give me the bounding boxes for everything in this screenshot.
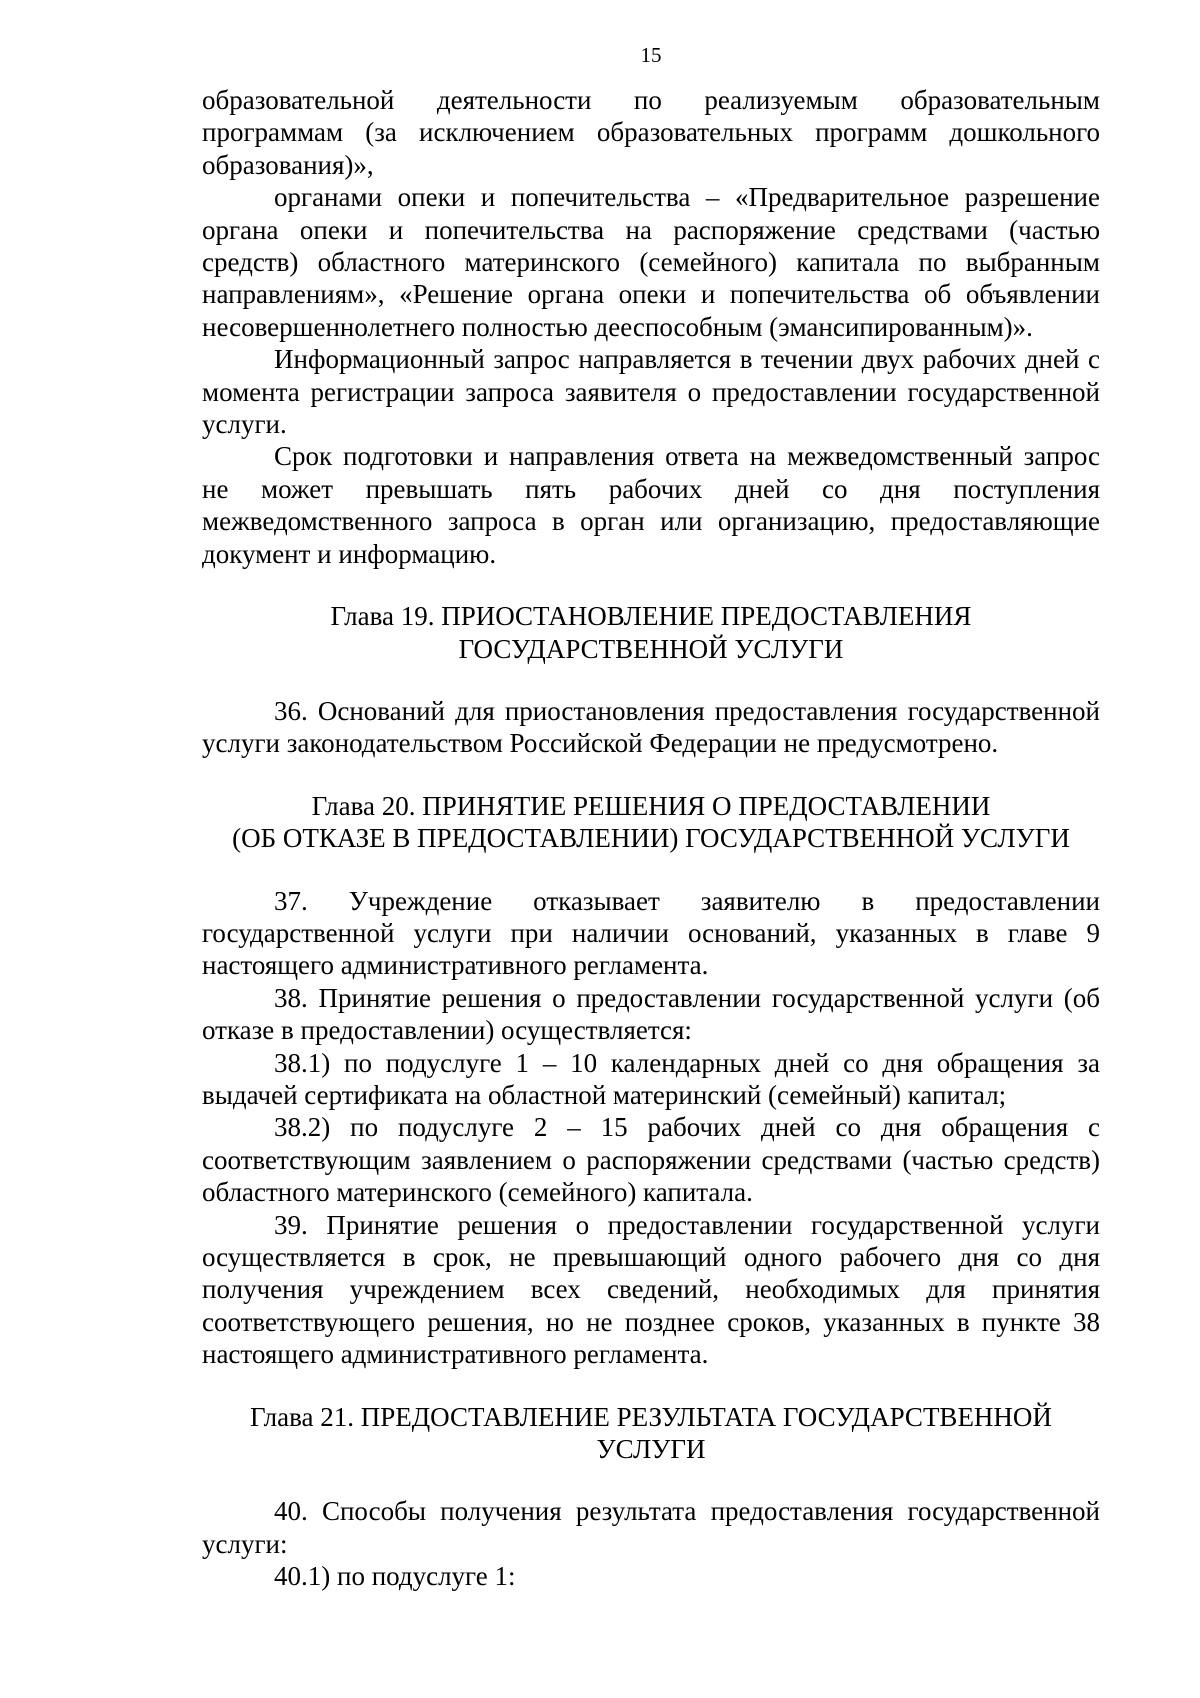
chapter-20-title-line-2: (ОБ ОТКАЗЕ В ПРЕДОСТАВЛЕНИИ) ГОСУДАРСТВЕННОЙ УСЛУГИ bbox=[232, 823, 1070, 854]
chapter-21-title-line-2: УСЛУГИ bbox=[596, 1434, 706, 1465]
spacer bbox=[202, 570, 1100, 600]
chapter-21-heading bbox=[202, 1401, 1100, 1466]
paragraph-40: 40. Способы получения результата предоставления государственной услуги: bbox=[202, 1496, 1100, 1559]
spacer bbox=[202, 665, 1100, 695]
paragraph-37: 37. Учреждение отказывает заявителю в предоставлении государственной услуги при наличии оснований, указанных в главе 9 настоящего административного регламента. bbox=[202, 885, 1100, 981]
chapter-20-heading bbox=[202, 790, 1100, 855]
paragraph-info-request: Информационный запрос направляется в течении двух рабочих дней с момента регистрации запроса заявителя о предоставлении государственной услуги. bbox=[202, 344, 1100, 440]
paragraph-40-1: 40.1) по подуслуге 1: bbox=[274, 1561, 516, 1592]
spacer bbox=[202, 1371, 1100, 1401]
paragraph-response-deadline: Срок подготовки и направления ответа на межведомственный запрос не может превышать пять рабочих дней со дня поступления межведомственного запроса в орган или организацию, предоставляющие документ и информацию. bbox=[202, 441, 1100, 569]
chapter-19-title-line-1: Глава 19. ПРИОСТАНОВЛЕНИЕ ПРЕДОСТАВЛЕНИЯ bbox=[330, 601, 972, 632]
chapter-20-title-line-1: Глава 20. ПРИНЯТИЕ РЕШЕНИЯ О ПРЕДОСТАВЛЕНИИ bbox=[311, 790, 991, 821]
paragraph-38-1: 38.1) по подуслуге 1 – 10 календарных дней со дня обращения за выдачей сертификата на областной материнский (семейный) капитал; bbox=[202, 1047, 1100, 1110]
spacer bbox=[202, 855, 1100, 885]
chapter-21-title-line-1: Глава 21. ПРЕДОСТАВЛЕНИЕ РЕЗУЛЬТАТА ГОСУДАРСТВЕННОЙ bbox=[250, 1401, 1052, 1432]
paragraph-38: 38. Принятие решения о предоставлении государственной услуги (об отказе в предоставлении) осуществляется: bbox=[202, 982, 1100, 1046]
paragraph-38-2: 38.2) по подуслуге 2 – 15 рабочих дней со дня обращения с соответствующим заявлением о распоряжении средствами (частью средств) областного материнского (семейного) капитала. bbox=[202, 1112, 1100, 1208]
chapter-19-title-line-2: ГОСУДАРСТВЕННОЙ УСЛУГИ bbox=[458, 633, 844, 664]
paragraph-39: 39. Принятие решения о предоставлении государственной услуги осуществляется в срок, не превышающий одного рабочего дня со дня получения учреждением всех сведений, необходимых для принятия соответствующего решения, но не позднее сроков, указанных в пункте 38 настоящего административного регламента. bbox=[202, 1209, 1100, 1370]
page-number: 15 bbox=[640, 43, 662, 67]
spacer bbox=[202, 760, 1100, 790]
paragraph-guardianship: органами опеки и попечительства – «Предварительное разрешение органа опеки и попечительства на распоряжение средствами (частью средств) областного материнского (семейного) капитала по выбранным направлениям», «Решение органа опеки и попечительства об объявлении несовершеннолетнего полностью дееспособным (эмансипированным)». bbox=[202, 182, 1100, 342]
paragraph-36: 36. Оснований для приостановления предоставления государственной услуги законодательством Российской Федерации не предусмотрено. bbox=[202, 695, 1100, 759]
paragraph-continuation: образовательной деятельности по реализуемым образовательным программам (за исключением образовательных программ дошкольного образования)», bbox=[202, 85, 1100, 180]
spacer bbox=[202, 1465, 1100, 1495]
chapter-19-heading bbox=[202, 600, 1100, 665]
